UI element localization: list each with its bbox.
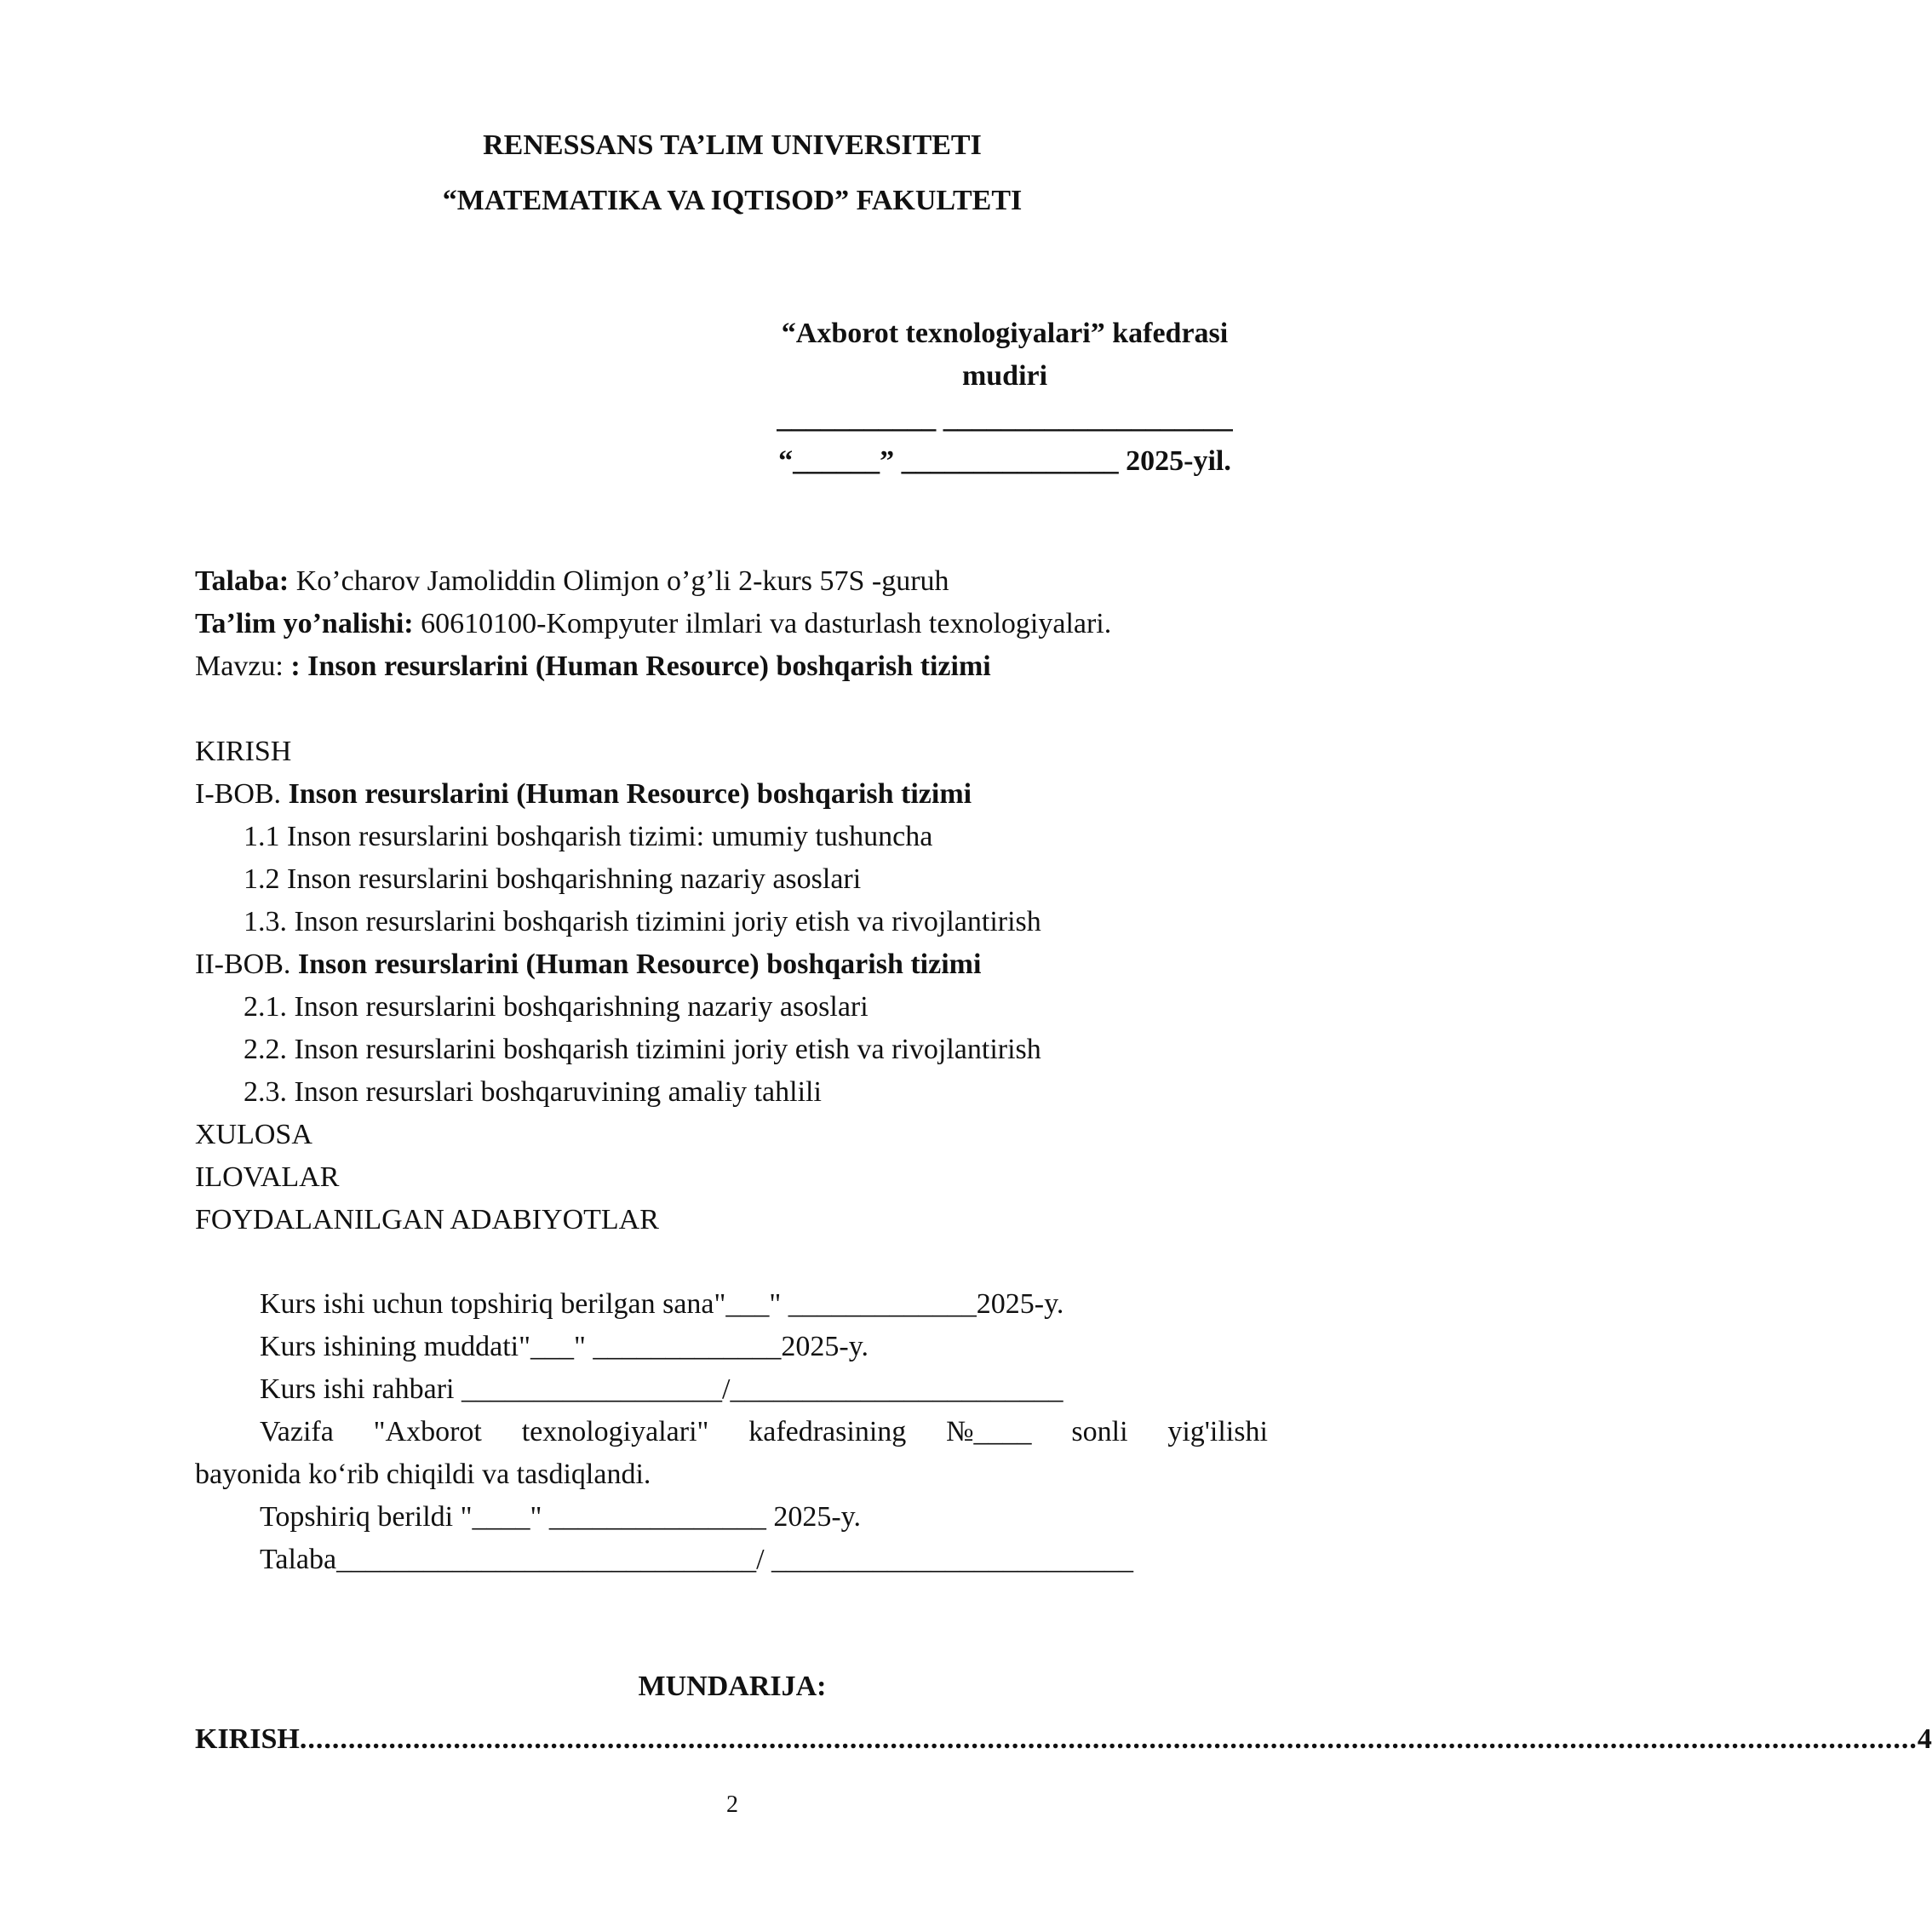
contents-entry-page: 4 <box>1917 1723 1932 1755</box>
outline-item: 1.1 Inson resurslarini boshqarish tizimi: umumiy tushuncha <box>244 821 933 852</box>
direction-line <box>195 608 1111 640</box>
approval-department: “Axborot texnologiyalari” kafedrasi <box>781 318 1229 349</box>
assignment-student-sign: Talaba_____________________________/ _________________________ <box>260 1544 1134 1575</box>
outline-item: 2.2. Inson resurslarini boshqarish tizimini joriy etish va rivojlantirish <box>244 1034 1041 1065</box>
approval-position: mudiri <box>961 360 1048 392</box>
outline-references: FOYDALANILGAN ADABIYOTLAR <box>195 1204 659 1235</box>
assignment-approval-line-2: bayonida ko‘rib chiqildi va tasdiqlandi. <box>195 1459 651 1490</box>
outline-item: 1.3. Inson resurslarini boshqarish tizimini joriy etish va rivojlantirish <box>244 906 1041 937</box>
assignment-issued: Topshiriq berildi "____" _______________ 2025-y. <box>260 1501 861 1533</box>
chapter-2-prefix: II-BOB. <box>195 949 298 980</box>
topic-line <box>195 651 991 683</box>
chapter-1-prefix: I-BOB. <box>195 778 289 810</box>
direction-value: 60610100-Kompyuter ilmlari va dasturlash texnologiyalari. <box>413 608 1112 639</box>
student-line <box>195 565 949 598</box>
approval-signature-line: ___________ ____________________ <box>777 403 1233 434</box>
outline-chapter-2 <box>195 949 981 981</box>
vazifa-word: №____ <box>946 1416 1032 1447</box>
assignment-given-date: Kurs ishi uchun topshiriq berilgan sana"___" _____________2025-y. <box>260 1288 1064 1320</box>
topic-value: : Inson resurslarini (Human Resource) boshqarish tizimi <box>290 651 991 682</box>
chapter-1-title: Inson resurslarini (Human Resource) boshqarish tizimi <box>288 778 972 810</box>
student-label: Talaba: <box>195 565 290 597</box>
outline-conclusion: XULOSA <box>195 1119 312 1150</box>
outline-item: 2.3. Inson resurslari boshqaruvining amaliy tahlili <box>244 1076 822 1108</box>
outline-appendices: ILOVALAR <box>195 1161 340 1193</box>
page-number: 2 <box>726 1791 738 1818</box>
direction-label: Ta’lim yo’nalishi: <box>195 608 414 639</box>
outline-chapter-1 <box>195 778 972 811</box>
vazifa-word: kafedrasining <box>748 1416 907 1447</box>
contents-entry <box>195 1723 1932 1756</box>
university-name: RENESSANS TA’LIM UNIVERSITETI <box>483 129 982 161</box>
outline-intro: KIRISH <box>195 736 292 767</box>
vazifa-word: sonli <box>1071 1416 1128 1447</box>
chapter-2-title: Inson resurslarini (Human Resource) boshqarish tizimi <box>297 949 982 980</box>
contents-entry-dots: ........................................................................................................................................................................................................ <box>299 1723 1918 1755</box>
vazifa-word: yig'ilishi <box>1167 1416 1268 1447</box>
outline-item: 2.1. Inson resurslarini boshqarishning nazariy asoslari <box>244 991 869 1023</box>
topic-label: Mavzu: <box>195 651 291 682</box>
assignment-deadline: Kurs ishining muddati"___" _____________2025-y. <box>260 1331 869 1362</box>
outline-item: 1.2 Inson resurslarini boshqarishning nazariy asoslari <box>244 863 862 895</box>
contents-title: MUNDARIJA: <box>638 1671 827 1702</box>
vazifa-word: texnologiyalari" <box>521 1416 709 1447</box>
vazifa-word: "Axborot <box>373 1416 482 1447</box>
contents-entry-label: KIRISH <box>195 1723 300 1755</box>
student-value: Ko’charov Jamoliddin Olimjon o’g’li 2-kurs 57S -guruh <box>289 565 949 597</box>
approval-date-line: “______” _______________ 2025-yil. <box>778 445 1231 477</box>
assignment-supervisor: Kurs ishi rahbari __________________/_______________________ <box>260 1373 1063 1405</box>
assignment-approval-line <box>260 1416 1268 1448</box>
vazifa-word: Vazifa <box>260 1416 334 1447</box>
approval-block <box>732 312 1277 483</box>
faculty-name: “MATEMATIKA VA IQTISOD” FAKULTETI <box>442 185 1023 216</box>
